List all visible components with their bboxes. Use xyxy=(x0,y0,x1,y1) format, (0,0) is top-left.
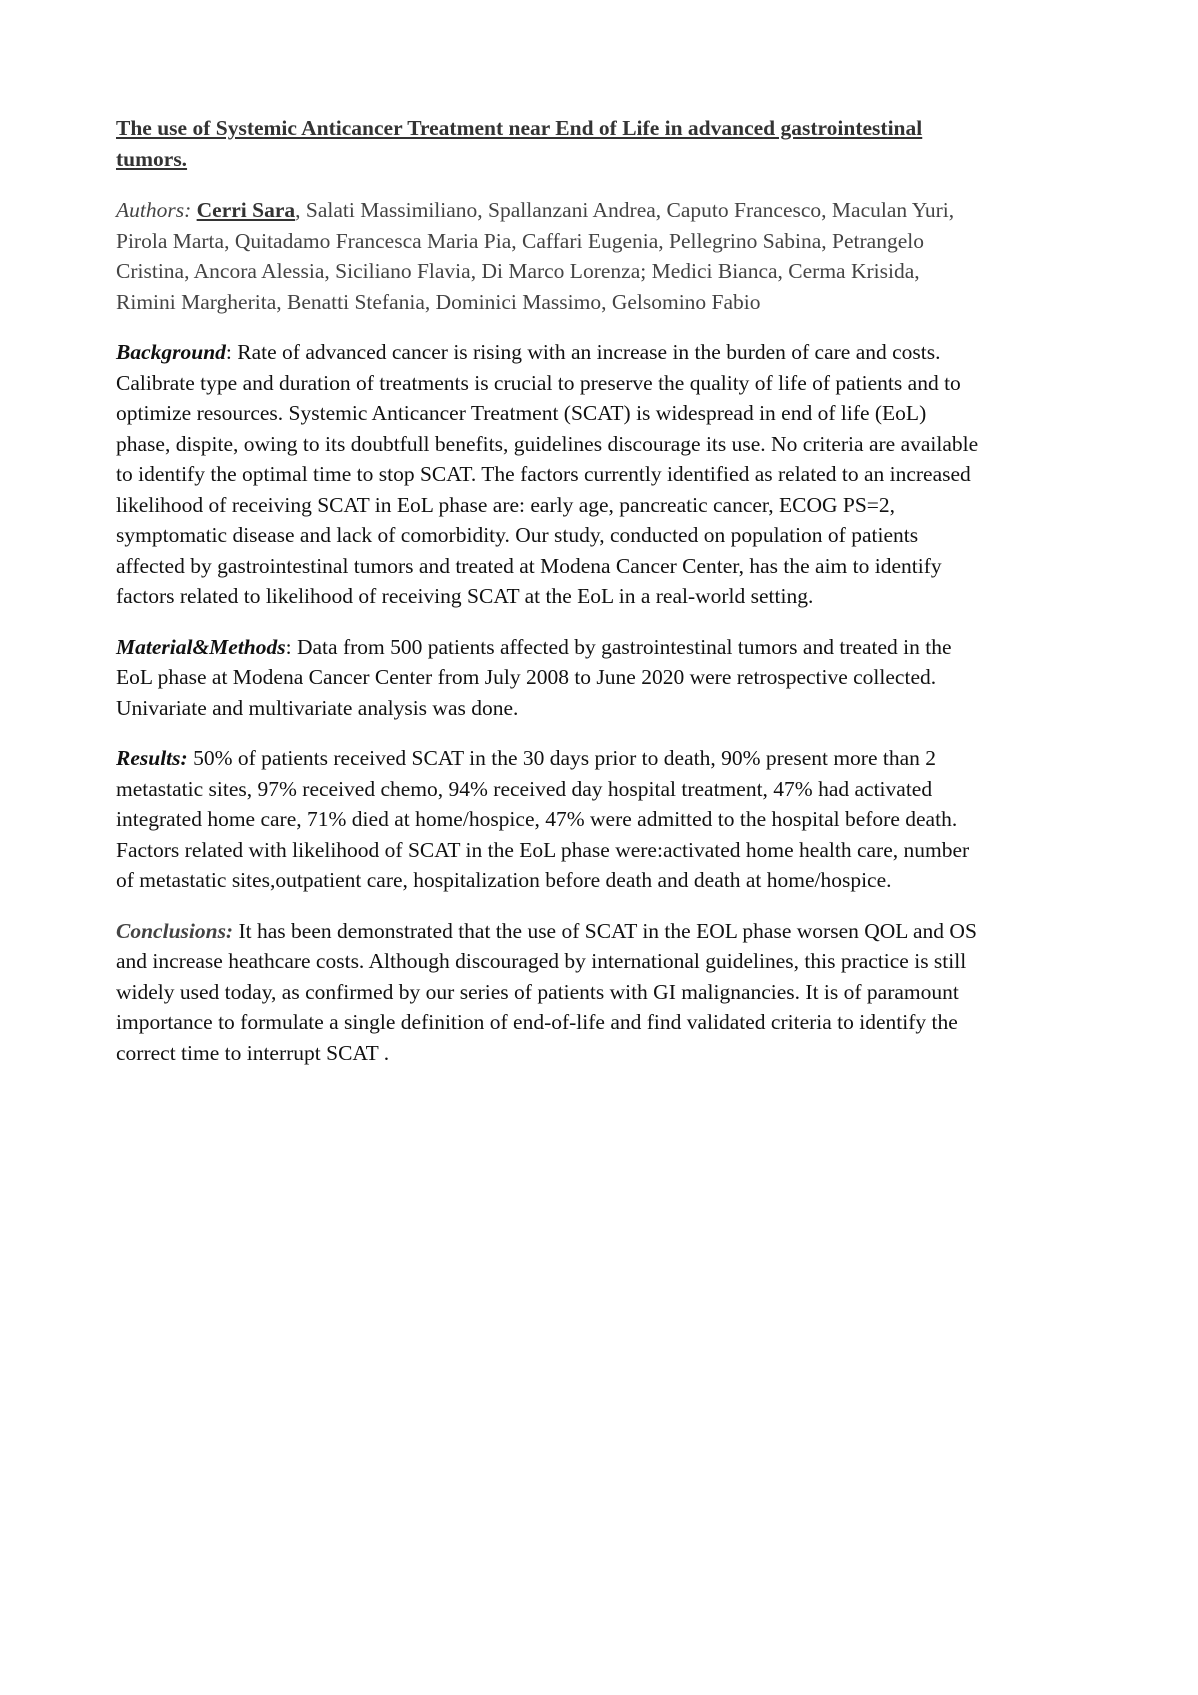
abstract-page xyxy=(116,113,1106,1068)
results-line: Factors related with likelihood of SCAT in the EoL phase were:activated home health care, number xyxy=(116,837,970,862)
conclusions-label: Conclusions: xyxy=(116,918,234,943)
authors-section xyxy=(116,195,1106,317)
background-label: Background xyxy=(116,340,226,364)
background-line: symptomatic disease and lack of comorbidity. Our study, conducted on population of patients xyxy=(116,523,919,547)
authors-line: Rimini Margherita, Benatti Stefania, Dominici Massimo, Gelsomino Fabio xyxy=(116,289,761,314)
background-line: optimize resources. Systemic Anticancer Treatment (SCAT) is widespread in end of life (EoL) xyxy=(116,401,927,425)
background-line: affected by gastrointestinal tumors and treated at Modena Cancer Center, has the aim to identify xyxy=(116,553,942,578)
background-line: to identify the optimal time to stop SCAT. The factors currently identified as related to an increased xyxy=(116,462,971,486)
methods-line: Univariate and multivariate analysis was done. xyxy=(116,695,519,720)
results-section xyxy=(116,743,1106,896)
title-line: tumors. xyxy=(116,147,188,171)
background-line: phase, dispite, owing to its doubtfull benefits, guidelines discourage its use. No criteria are available xyxy=(116,431,979,456)
conclusions-line: and increase heathcare costs. Although discouraged by international guidelines, this practice is still xyxy=(116,949,967,973)
authors-line: Cristina, Ancora Alessia, Siciliano Flavia, Di Marco Lorenza; Medici Bianca, Cerma Krisida, xyxy=(116,259,920,283)
conclusions-line: widely used today, as confirmed by our series of patients with GI malignancies. It is of paramount xyxy=(116,979,959,1004)
background-line: likelihood of receiving SCAT in EoL phase are: early age, pancreatic cancer, ECOG PS=2, xyxy=(116,492,896,517)
background-section xyxy=(116,337,1106,612)
results-label: Results: xyxy=(116,746,188,770)
abstract-title xyxy=(116,113,1106,175)
authors-label: Authors: xyxy=(116,198,192,222)
title-line: The use of Systemic Anticancer Treatment near End of Life in advanced gastrointestinal xyxy=(116,116,923,140)
results-line: of metastatic sites,outpatient care, hospitalization before death and death at home/hospice. xyxy=(116,868,892,892)
methods-section xyxy=(116,632,1106,724)
authors-text: , Salati Massimiliano, Spallanzani Andrea, Caputo Francesco, Maculan Yuri, xyxy=(295,198,955,222)
authors-line: Pirola Marta, Quitadamo Francesca Maria Pia, Caffari Eugenia, Pellegrino Sabina, Petrangelo xyxy=(116,228,924,253)
results-line: metastatic sites, 97% received chemo, 94% received day hospital treatment, 47% had activated xyxy=(116,776,933,801)
results-line: integrated home care, 71% died at home/hospice, 47% were admitted to the hospital before death. xyxy=(116,807,958,831)
background-line: factors related to likelihood of receiving SCAT at the EoL in a real-world setting. xyxy=(116,584,814,608)
results-text: 50% of patients received SCAT in the 30 days prior to death, 90% present more than 2 xyxy=(187,746,937,770)
conclusions-section xyxy=(116,916,1106,1069)
background-text: : Rate of advanced cancer is rising with an increase in the burden of care and costs. xyxy=(225,340,941,364)
conclusions-line: importance to formulate a single definition of end-of-life and find validated criteria to identify the xyxy=(116,1010,958,1034)
background-line: Calibrate type and duration of treatments is crucial to preserve the quality of life of patients and to xyxy=(116,370,961,395)
methods-label: Material&Methods xyxy=(116,634,286,659)
methods-line: EoL phase at Modena Cancer Center from July 2008 to June 2020 were retrospective collected. xyxy=(116,665,937,689)
presenting-author: Cerri Sara xyxy=(196,198,296,222)
methods-text: : Data from 500 patients affected by gastrointestinal tumors and treated in the xyxy=(285,634,952,659)
conclusions-text: It has been demonstrated that the use of SCAT in the EOL phase worsen QOL and OS xyxy=(233,918,977,943)
conclusions-line: correct time to interrupt SCAT . xyxy=(116,1040,390,1065)
